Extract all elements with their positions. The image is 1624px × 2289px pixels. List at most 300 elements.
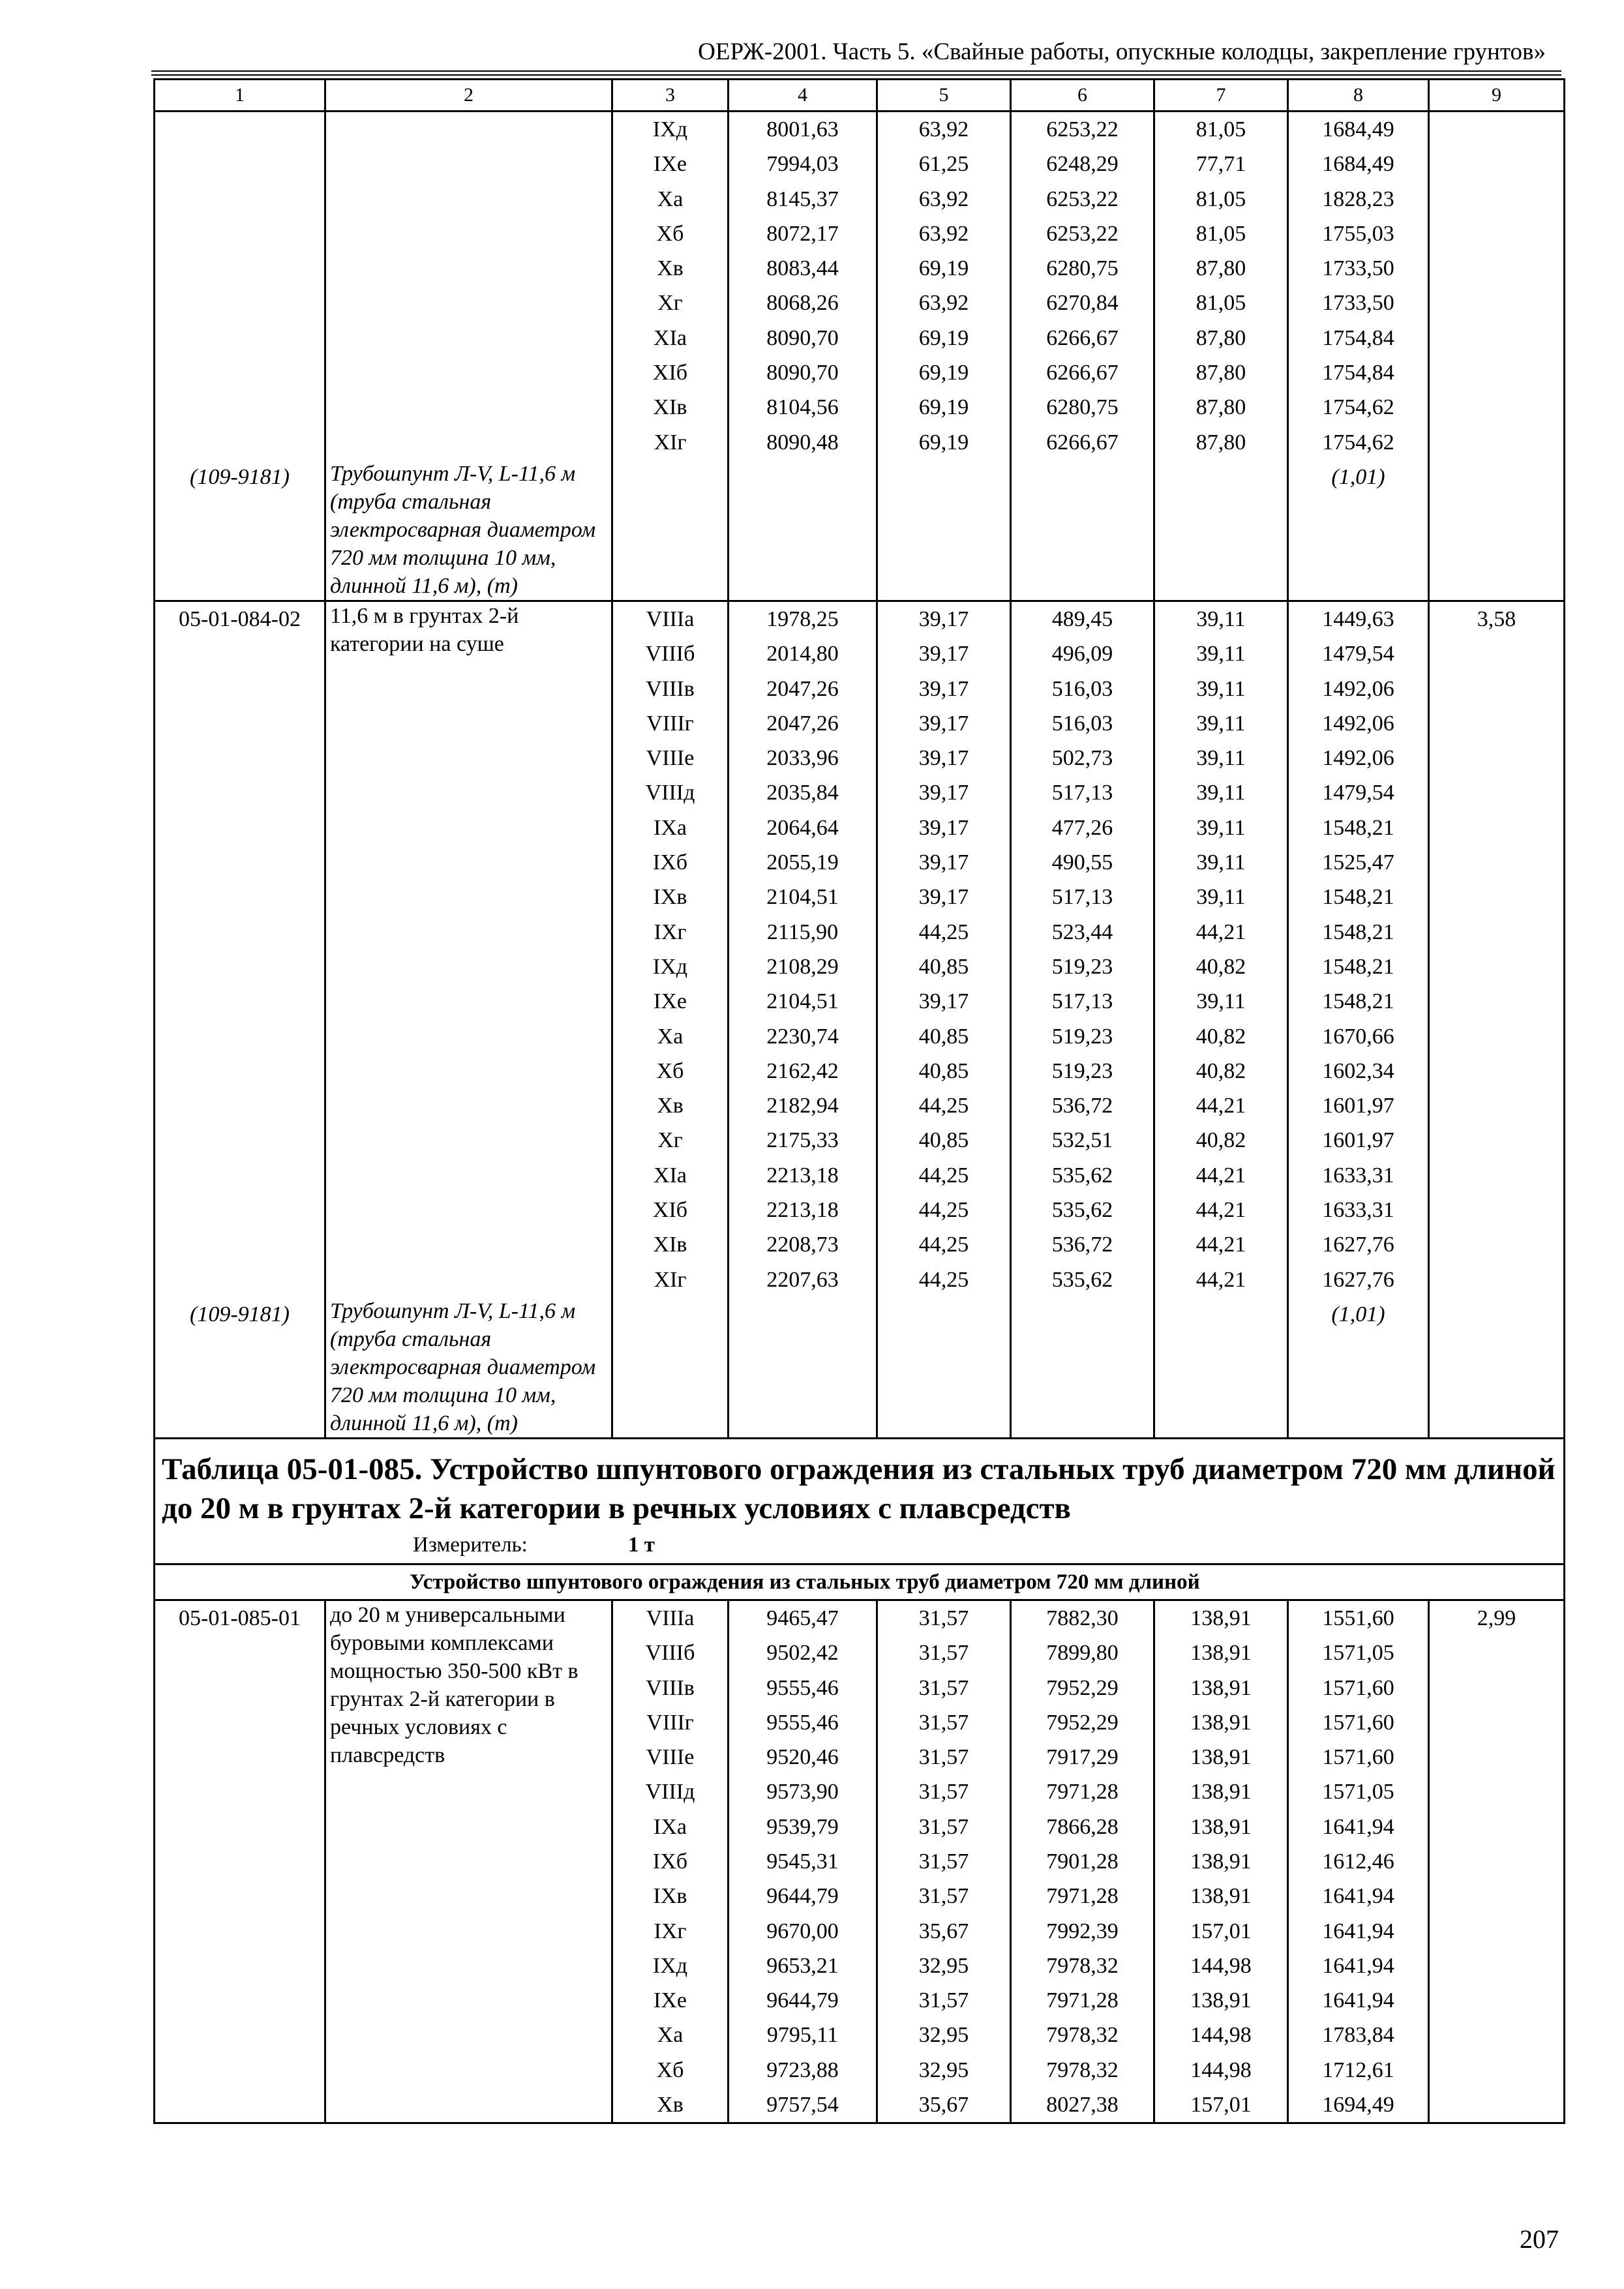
machinist-wage-cell: 44,21 [1154, 1158, 1288, 1193]
cost-column-cell: 2208,73 [729, 1227, 877, 1262]
region-zone-cell: Xв [612, 1088, 729, 1123]
machinist-wage-cell: 39,11 [1154, 706, 1288, 741]
table-row [155, 112, 1565, 147]
description-cell: 11,6 м в грунтах 2-й категории на суше [325, 601, 612, 1296]
machines-column-cell: 490,55 [1011, 845, 1154, 880]
cost-column-cell: 8072,17 [729, 217, 877, 251]
region-zone-cell: VIIIд [612, 1774, 729, 1809]
cost-column-cell: 7994,03 [729, 147, 877, 181]
region-zone-cell: IXд [612, 1949, 729, 1983]
cost-column-cell: 2213,18 [729, 1193, 877, 1227]
materials-column-cell: 1712,61 [1288, 2053, 1429, 2087]
materials-column-cell: 1733,50 [1288, 251, 1429, 286]
cost-column-cell: 9723,88 [729, 2053, 877, 2087]
region-zone-cell: VIIIе [612, 1740, 729, 1774]
region-zone-cell: Xв [612, 2087, 729, 2123]
machines-column-cell: 7952,29 [1011, 1671, 1154, 1705]
column-number-row [155, 80, 1565, 112]
machines-column-cell: 502,73 [1011, 741, 1154, 775]
column-number: 5 [877, 80, 1011, 112]
machines-column-cell: 7971,28 [1011, 1879, 1154, 1913]
materials-column-cell: 1828,23 [1288, 182, 1429, 217]
labor-column-cell: 39,17 [877, 706, 1011, 741]
cost-column-cell: 9644,79 [729, 1879, 877, 1913]
materials-column-cell: 1525,47 [1288, 845, 1429, 880]
resource-description: Трубошпунт Л-V, L-11,6 м (труба стальная электросварная диаметром 720 мм толщина 10 мм, длинной 11,6 м), (т) [325, 460, 612, 601]
machines-column-cell: 535,62 [1011, 1263, 1154, 1297]
page-number: 207 [1520, 2224, 1559, 2254]
labor-column-cell: 69,19 [877, 355, 1011, 390]
labor-column-cell: 63,92 [877, 217, 1011, 251]
labor-column-cell: 40,85 [877, 950, 1011, 984]
cost-column-cell: 2104,51 [729, 880, 877, 914]
materials-column-cell: 1694,49 [1288, 2087, 1429, 2123]
cost-column-cell: 9555,46 [729, 1671, 877, 1705]
materials-column-cell: 1633,31 [1288, 1193, 1429, 1227]
region-zone-cell: IXб [612, 1844, 729, 1879]
region-zone-cell: VIIIд [612, 775, 729, 810]
cost-column-cell: 1978,25 [729, 601, 877, 636]
labor-column-cell: 39,17 [877, 601, 1011, 636]
region-zone-cell: IXа [612, 811, 729, 845]
region-zone-cell: XIг [612, 425, 729, 460]
machines-column-cell: 535,62 [1011, 1158, 1154, 1193]
machines-column-cell: 7882,30 [1011, 1600, 1154, 1636]
region-zone-cell: XIв [612, 1227, 729, 1262]
labor-column-cell: 39,17 [877, 880, 1011, 914]
empty-cell [1154, 1297, 1288, 1439]
region-zone-cell: XIб [612, 355, 729, 390]
materials-column-cell: 1627,76 [1288, 1227, 1429, 1262]
region-zone-cell: Xа [612, 182, 729, 217]
machines-column-cell: 519,23 [1011, 1019, 1154, 1054]
materials-column-cell: 1479,54 [1288, 775, 1429, 810]
region-zone-cell: IXе [612, 1983, 729, 2018]
machines-column-cell: 7917,29 [1011, 1740, 1154, 1774]
empty-cell [612, 460, 729, 601]
resource-coefficient: (1,01) [1288, 1297, 1429, 1439]
header-rule [151, 70, 1561, 72]
code-cell: 05-01-085-01 [155, 1600, 325, 2123]
machines-column-cell: 6253,22 [1011, 182, 1154, 217]
materials-column-cell: 1492,06 [1288, 741, 1429, 775]
machinist-wage-cell: 144,98 [1154, 2018, 1288, 2052]
machinist-wage-cell: 39,11 [1154, 775, 1288, 810]
code-cell: 05-01-084-02 [155, 601, 325, 1296]
machinist-wage-cell: 39,11 [1154, 741, 1288, 775]
machines-column-cell: 7952,29 [1011, 1705, 1154, 1740]
labor-column-cell: 39,17 [877, 636, 1011, 671]
materials-column-cell: 1602,34 [1288, 1054, 1429, 1088]
materials-column-cell: 1754,84 [1288, 321, 1429, 355]
table-row [155, 601, 1565, 636]
labor-column-cell: 69,19 [877, 251, 1011, 286]
cost-column-cell: 2014,80 [729, 636, 877, 671]
labor-column-cell: 31,57 [877, 1844, 1011, 1879]
cost-column-cell: 9795,11 [729, 2018, 877, 2052]
cost-column-cell: 2035,84 [729, 775, 877, 810]
cost-column-cell: 8090,70 [729, 355, 877, 390]
machinist-wage-cell: 39,11 [1154, 880, 1288, 914]
machines-column-cell: 532,51 [1011, 1123, 1154, 1158]
materials-column-cell: 1641,94 [1288, 1810, 1429, 1844]
cost-column-cell: 8068,26 [729, 286, 877, 320]
labor-column-cell: 40,85 [877, 1019, 1011, 1054]
labor-column-cell: 69,19 [877, 425, 1011, 460]
materials-column-cell: 1492,06 [1288, 672, 1429, 706]
resource-description: Трубошпунт Л-V, L-11,6 м (труба стальная электросварная диаметром 720 мм толщина 10 мм, длинной 11,6 м), (т) [325, 1297, 612, 1439]
description-cell: до 20 м универсальными буровыми комплексами мощностью 350-500 кВт в грунтах 2-й категории в речных условиях с плавсредств [325, 1600, 612, 2123]
region-zone-cell: XIв [612, 390, 729, 425]
machines-column-cell: 6266,67 [1011, 321, 1154, 355]
region-zone-cell: VIIIа [612, 601, 729, 636]
machines-column-cell: 535,62 [1011, 1193, 1154, 1227]
machinist-wage-cell: 138,91 [1154, 1740, 1288, 1774]
materials-column-cell: 1612,46 [1288, 1844, 1429, 1879]
region-zone-cell: IXв [612, 1879, 729, 1913]
labor-column-cell: 32,95 [877, 2053, 1011, 2087]
labor-column-cell: 39,17 [877, 672, 1011, 706]
materials-column-cell: 1641,94 [1288, 1949, 1429, 1983]
cost-column-cell: 2182,94 [729, 1088, 877, 1123]
machines-column-cell: 7971,28 [1011, 1983, 1154, 2018]
labor-column-cell: 31,57 [877, 1636, 1011, 1670]
machines-column-cell: 516,03 [1011, 706, 1154, 741]
machines-column-cell: 516,03 [1011, 672, 1154, 706]
materials-column-cell: 1641,94 [1288, 1914, 1429, 1949]
labor-column-cell: 35,67 [877, 1914, 1011, 1949]
machinist-wage-cell: 39,11 [1154, 636, 1288, 671]
materials-column-cell: 1571,05 [1288, 1774, 1429, 1809]
empty-cell [1011, 460, 1154, 601]
col9-cell: 3,58 [1429, 601, 1565, 1438]
machinist-wage-cell: 40,82 [1154, 1019, 1288, 1054]
materials-column-cell: 1684,49 [1288, 112, 1429, 147]
unit-value: 1 т [628, 1533, 655, 1557]
materials-column-cell: 1548,21 [1288, 811, 1429, 845]
region-zone-cell: VIIIв [612, 672, 729, 706]
region-zone-cell: IXа [612, 1810, 729, 1844]
machinist-wage-cell: 138,91 [1154, 1810, 1288, 1844]
machinist-wage-cell: 138,91 [1154, 1983, 1288, 2018]
cost-column-cell: 9555,46 [729, 1705, 877, 1740]
labor-column-cell: 40,85 [877, 1054, 1011, 1088]
machinist-wage-cell: 81,05 [1154, 182, 1288, 217]
machines-column-cell: 536,72 [1011, 1088, 1154, 1123]
cost-column-cell: 9520,46 [729, 1740, 877, 1774]
labor-column-cell: 44,25 [877, 915, 1011, 950]
column-number: 9 [1429, 80, 1565, 112]
cost-column-cell: 9757,54 [729, 2087, 877, 2123]
cost-column-cell: 8083,44 [729, 251, 877, 286]
unit-of-measure [162, 1531, 1557, 1559]
machinist-wage-cell: 138,91 [1154, 1774, 1288, 1809]
cost-column-cell: 8145,37 [729, 182, 877, 217]
labor-column-cell: 63,92 [877, 286, 1011, 320]
region-zone-cell: Xа [612, 1019, 729, 1054]
machinist-wage-cell: 40,82 [1154, 1054, 1288, 1088]
labor-column-cell: 63,92 [877, 182, 1011, 217]
description-cell [325, 112, 612, 460]
cost-column-cell: 2047,26 [729, 706, 877, 741]
materials-column-cell: 1783,84 [1288, 2018, 1429, 2052]
labor-column-cell: 31,57 [877, 1671, 1011, 1705]
region-zone-cell: IXб [612, 845, 729, 880]
machinist-wage-cell: 144,98 [1154, 1949, 1288, 1983]
norms-table [153, 78, 1565, 2124]
region-zone-cell: VIIIг [612, 706, 729, 741]
labor-column-cell: 44,25 [877, 1158, 1011, 1193]
machines-column-cell: 517,13 [1011, 880, 1154, 914]
materials-column-cell: 1492,06 [1288, 706, 1429, 741]
machines-column-cell: 477,26 [1011, 811, 1154, 845]
header-rule [151, 74, 1561, 76]
machinist-wage-cell: 39,11 [1154, 811, 1288, 845]
materials-column-cell: 1633,31 [1288, 1158, 1429, 1193]
labor-column-cell: 31,57 [877, 1600, 1011, 1636]
cost-column-cell: 9545,31 [729, 1844, 877, 1879]
machines-column-cell: 8027,38 [1011, 2087, 1154, 2123]
region-zone-cell: IXе [612, 984, 729, 1019]
machinist-wage-cell: 138,91 [1154, 1600, 1288, 1636]
machinist-wage-cell: 44,21 [1154, 1227, 1288, 1262]
machinist-wage-cell: 87,80 [1154, 251, 1288, 286]
machines-column-cell: 6280,75 [1011, 390, 1154, 425]
region-zone-cell: VIIIг [612, 1705, 729, 1740]
cost-column-cell: 9573,90 [729, 1774, 877, 1809]
machines-column-cell: 6270,84 [1011, 286, 1154, 320]
labor-column-cell: 44,25 [877, 1227, 1011, 1262]
machines-column-cell: 519,23 [1011, 1054, 1154, 1088]
labor-column-cell: 69,19 [877, 321, 1011, 355]
empty-cell [729, 1297, 877, 1439]
table-caption [155, 1438, 1565, 1564]
table-title: Таблица 05-01-085. Устройство шпунтового ограждения из стальных труб диаметром 720 мм длиной до 20 м в грунтах 2-й категории в речных условиях с плавсредств [162, 1452, 1556, 1525]
machinist-wage-cell: 39,11 [1154, 984, 1288, 1019]
cost-column-cell: 2055,19 [729, 845, 877, 880]
cost-column-cell: 2047,26 [729, 672, 877, 706]
cost-column-cell: 2104,51 [729, 984, 877, 1019]
cost-column-cell: 2213,18 [729, 1158, 877, 1193]
labor-column-cell: 35,67 [877, 2087, 1011, 2123]
labor-column-cell: 39,17 [877, 775, 1011, 810]
region-zone-cell: IXд [612, 950, 729, 984]
table-row [155, 1297, 1565, 1439]
machinist-wage-cell: 157,01 [1154, 2087, 1288, 2123]
machinist-wage-cell: 157,01 [1154, 1914, 1288, 1949]
machines-column-cell: 489,45 [1011, 601, 1154, 636]
machinist-wage-cell: 39,11 [1154, 601, 1288, 636]
region-zone-cell: XIа [612, 321, 729, 355]
labor-column-cell: 31,57 [877, 1983, 1011, 2018]
machinist-wage-cell: 81,05 [1154, 217, 1288, 251]
labor-column-cell: 69,19 [877, 390, 1011, 425]
cost-column-cell: 2033,96 [729, 741, 877, 775]
region-zone-cell: XIб [612, 1193, 729, 1227]
materials-column-cell: 1733,50 [1288, 286, 1429, 320]
labor-column-cell: 31,57 [877, 1810, 1011, 1844]
materials-column-cell: 1551,60 [1288, 1600, 1429, 1636]
machinist-wage-cell: 81,05 [1154, 112, 1288, 147]
machines-column-cell: 6266,67 [1011, 425, 1154, 460]
machines-column-cell: 6248,29 [1011, 147, 1154, 181]
machinist-wage-cell: 87,80 [1154, 321, 1288, 355]
machines-column-cell: 7866,28 [1011, 1810, 1154, 1844]
region-zone-cell: Xг [612, 286, 729, 320]
region-zone-cell: Xб [612, 1054, 729, 1088]
machinist-wage-cell: 44,21 [1154, 1193, 1288, 1227]
machines-column-cell: 496,09 [1011, 636, 1154, 671]
region-zone-cell: VIIIб [612, 636, 729, 671]
resource-code: (109-9181) [155, 1297, 325, 1439]
labor-column-cell: 63,92 [877, 112, 1011, 147]
machines-column-cell: 6266,67 [1011, 355, 1154, 390]
materials-column-cell: 1548,21 [1288, 915, 1429, 950]
machinist-wage-cell: 77,71 [1154, 147, 1288, 181]
machinist-wage-cell: 39,11 [1154, 672, 1288, 706]
cost-column-cell: 9465,47 [729, 1600, 877, 1636]
cost-column-cell: 2207,63 [729, 1263, 877, 1297]
table-row [155, 1564, 1565, 1600]
column-number: 2 [325, 80, 612, 112]
empty-cell [877, 1297, 1011, 1439]
cost-column-cell: 2162,42 [729, 1054, 877, 1088]
machinist-wage-cell: 44,21 [1154, 1088, 1288, 1123]
materials-column-cell: 1449,63 [1288, 601, 1429, 636]
machines-column-cell: 523,44 [1011, 915, 1154, 950]
region-zone-cell: VIIIе [612, 741, 729, 775]
materials-column-cell: 1641,94 [1288, 1879, 1429, 1913]
resource-code: (109-9181) [155, 460, 325, 601]
machinist-wage-cell: 40,82 [1154, 950, 1288, 984]
machinist-wage-cell: 44,21 [1154, 1263, 1288, 1297]
column-number: 6 [1011, 80, 1154, 112]
machinist-wage-cell: 138,91 [1154, 1671, 1288, 1705]
column-number: 3 [612, 80, 729, 112]
column-number: 7 [1154, 80, 1288, 112]
machines-column-cell: 519,23 [1011, 950, 1154, 984]
materials-column-cell: 1670,66 [1288, 1019, 1429, 1054]
machinist-wage-cell: 138,91 [1154, 1705, 1288, 1740]
labor-column-cell: 32,95 [877, 1949, 1011, 1983]
empty-cell [877, 460, 1011, 601]
resource-coefficient: (1,01) [1288, 460, 1429, 601]
machines-column-cell: 6280,75 [1011, 251, 1154, 286]
machines-column-cell: 7978,32 [1011, 2018, 1154, 2052]
column-number: 4 [729, 80, 877, 112]
region-zone-cell: IXг [612, 1914, 729, 1949]
machines-column-cell: 7971,28 [1011, 1774, 1154, 1809]
machines-column-cell: 6253,22 [1011, 217, 1154, 251]
machinist-wage-cell: 81,05 [1154, 286, 1288, 320]
empty-cell [612, 1297, 729, 1439]
labor-column-cell: 31,57 [877, 1879, 1011, 1913]
running-header: ОЕРЖ-2001. Часть 5. «Свайные работы, опускные колодцы, закрепление грунтов» [698, 38, 1546, 65]
labor-column-cell: 31,57 [877, 1740, 1011, 1774]
machinist-wage-cell: 138,91 [1154, 1636, 1288, 1670]
materials-column-cell: 1641,94 [1288, 1983, 1429, 2018]
materials-column-cell: 1548,21 [1288, 880, 1429, 914]
materials-column-cell: 1548,21 [1288, 984, 1429, 1019]
region-zone-cell: IXе [612, 147, 729, 181]
materials-column-cell: 1755,03 [1288, 217, 1429, 251]
region-zone-cell: Xг [612, 1123, 729, 1158]
labor-column-cell: 44,25 [877, 1263, 1011, 1297]
labor-column-cell: 31,57 [877, 1705, 1011, 1740]
cost-column-cell: 8090,48 [729, 425, 877, 460]
machines-column-cell: 517,13 [1011, 775, 1154, 810]
labor-column-cell: 44,25 [877, 1088, 1011, 1123]
machinist-wage-cell: 87,80 [1154, 425, 1288, 460]
labor-column-cell: 31,57 [877, 1774, 1011, 1809]
machinist-wage-cell: 87,80 [1154, 355, 1288, 390]
materials-column-cell: 1548,21 [1288, 950, 1429, 984]
materials-column-cell: 1627,76 [1288, 1263, 1429, 1297]
machines-column-cell: 536,72 [1011, 1227, 1154, 1262]
region-zone-cell: Xб [612, 2053, 729, 2087]
cost-column-cell: 2175,33 [729, 1123, 877, 1158]
labor-column-cell: 39,17 [877, 984, 1011, 1019]
materials-column-cell: 1754,84 [1288, 355, 1429, 390]
region-zone-cell: IXг [612, 915, 729, 950]
machinist-wage-cell: 138,91 [1154, 1844, 1288, 1879]
machines-column-cell: 6253,22 [1011, 112, 1154, 147]
region-zone-cell: VIIIа [612, 1600, 729, 1636]
cost-column-cell: 9539,79 [729, 1810, 877, 1844]
materials-column-cell: 1571,60 [1288, 1671, 1429, 1705]
labor-column-cell: 32,95 [877, 2018, 1011, 2052]
cost-column-cell: 9670,00 [729, 1914, 877, 1949]
labor-column-cell: 39,17 [877, 845, 1011, 880]
materials-column-cell: 1684,49 [1288, 147, 1429, 181]
unit-label: Измеритель: [413, 1533, 528, 1557]
materials-column-cell: 1754,62 [1288, 425, 1429, 460]
cost-column-cell: 9653,21 [729, 1949, 877, 1983]
region-zone-cell: IXд [612, 112, 729, 147]
machinist-wage-cell: 87,80 [1154, 390, 1288, 425]
labor-column-cell: 40,85 [877, 1123, 1011, 1158]
cost-column-cell: 8090,70 [729, 321, 877, 355]
table-row [155, 1600, 1565, 1636]
cost-column-cell: 9502,42 [729, 1636, 877, 1670]
region-zone-cell: Xб [612, 217, 729, 251]
table-row [155, 1438, 1565, 1564]
region-zone-cell: IXв [612, 880, 729, 914]
labor-column-cell: 39,17 [877, 811, 1011, 845]
materials-column-cell: 1479,54 [1288, 636, 1429, 671]
machines-column-cell: 7899,80 [1011, 1636, 1154, 1670]
code-cell [155, 112, 325, 460]
cost-column-cell: 2064,64 [729, 811, 877, 845]
empty-cell [1154, 460, 1288, 601]
machines-column-cell: 517,13 [1011, 984, 1154, 1019]
cost-column-cell: 2230,74 [729, 1019, 877, 1054]
materials-column-cell: 1601,97 [1288, 1123, 1429, 1158]
machinist-wage-cell: 144,98 [1154, 2053, 1288, 2087]
machines-column-cell: 7901,28 [1011, 1844, 1154, 1879]
machinist-wage-cell: 39,11 [1154, 845, 1288, 880]
cost-column-cell: 2108,29 [729, 950, 877, 984]
cost-column-cell: 8104,56 [729, 390, 877, 425]
col9-cell: 2,99 [1429, 1600, 1565, 2123]
column-number: 1 [155, 80, 325, 112]
materials-column-cell: 1571,60 [1288, 1705, 1429, 1740]
machinist-wage-cell: 138,91 [1154, 1879, 1288, 1913]
region-zone-cell: Xв [612, 251, 729, 286]
column-number: 8 [1288, 80, 1429, 112]
col9-cell [1429, 112, 1565, 601]
region-zone-cell: VIIIб [612, 1636, 729, 1670]
